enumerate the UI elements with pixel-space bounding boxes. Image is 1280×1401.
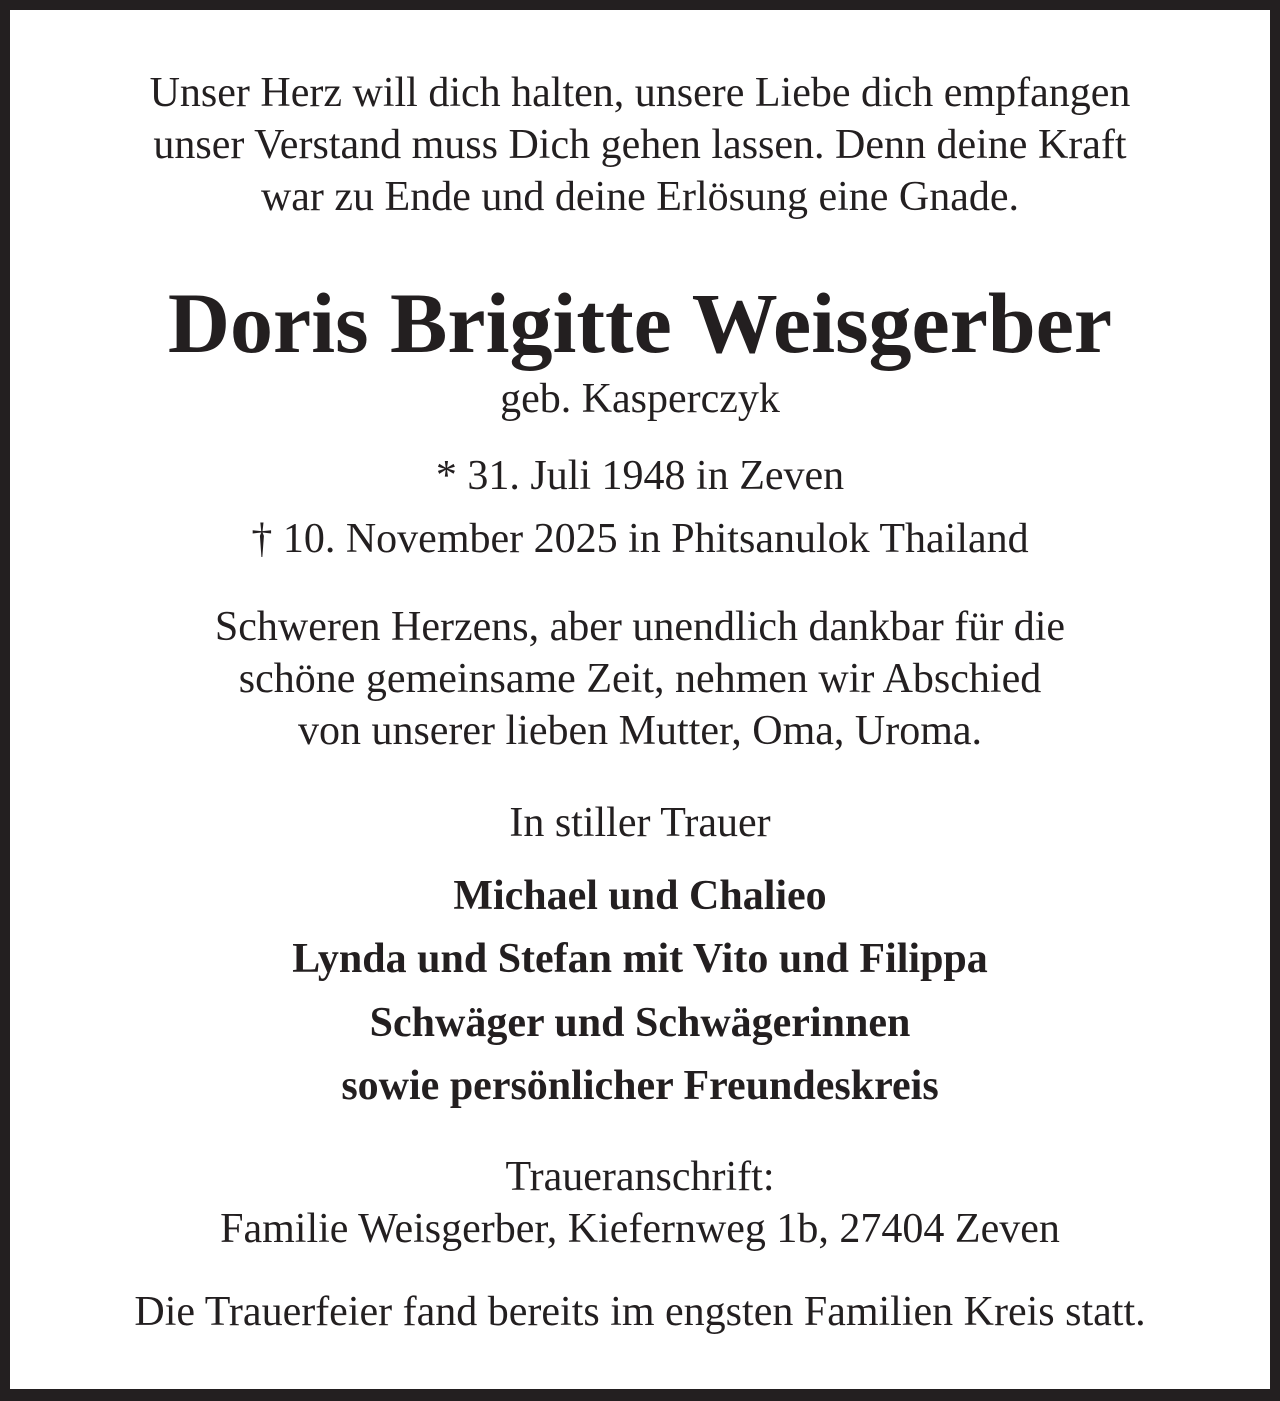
deceased-name: Doris Brigitte Weisgerber	[167, 275, 1113, 371]
mourner-line: Lynda und Stefan mit Vito und Filippa	[292, 936, 988, 982]
message-line-3: von unserer lieben Mutter, Oma, Uroma.	[297, 708, 983, 754]
mourner-line: Michael und Chalieo	[453, 873, 827, 919]
closing-note: Die Trauerfeier fand bereits im engsten Familien Kreis statt.	[134, 1289, 1146, 1335]
message-line-1: Schweren Herzens, aber unendlich dankbar für die	[214, 604, 1066, 650]
poem-line-3: war zu Ende und deine Erlösung eine Gnade.	[260, 174, 1020, 220]
mourner-line: Schwäger und Schwägerinnen	[369, 1000, 911, 1046]
address: Familie Weisgerber, Kiefernweg 1b, 27404 Zeven	[220, 1206, 1060, 1252]
poem-line-1: Unser Herz will dich halten, unsere Liebe dich empfangen	[149, 70, 1131, 116]
address-label: Traueranschrift:	[505, 1154, 775, 1200]
death-date: † 10. November 2025 in Phitsanulok Thailand	[251, 516, 1029, 562]
mourner-line: sowie persönlicher Freundeskreis	[341, 1063, 939, 1109]
birth-date: * 31. Juli 1948 in Zeven	[435, 453, 845, 499]
poem-line-2: unser Verstand muss Dich gehen lassen. Denn deine Kraft	[153, 122, 1127, 168]
message-line-2: schöne gemeinsame Zeit, nehmen wir Abschied	[238, 656, 1042, 702]
mourning-heading: In stiller Trauer	[509, 800, 771, 846]
maiden-name: geb. Kasperczyk	[500, 376, 780, 422]
